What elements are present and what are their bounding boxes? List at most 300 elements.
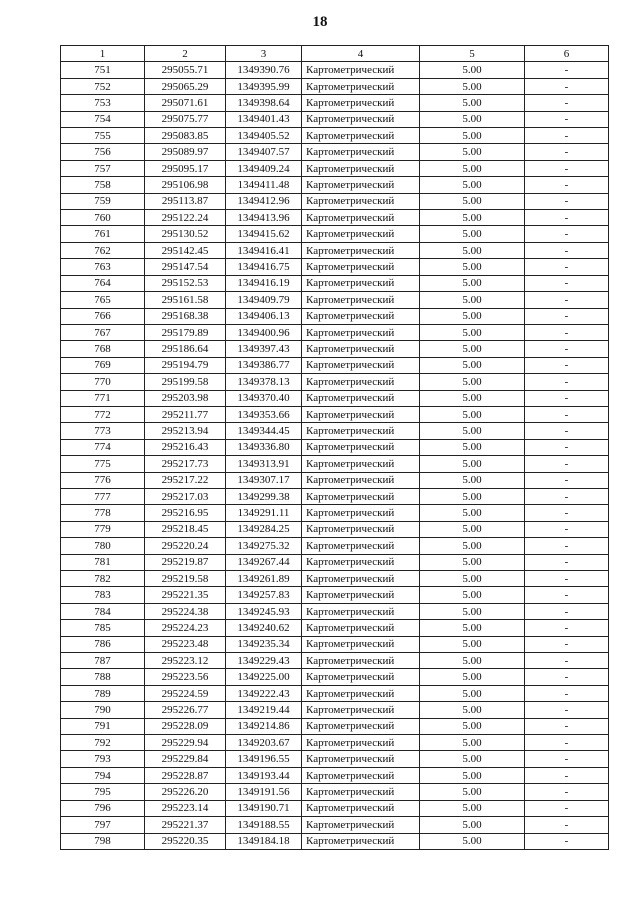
table-row (61, 374, 609, 390)
y-coordinate-cell: 1349407.57 (226, 144, 302, 160)
table-row (61, 817, 609, 833)
y-coordinate-cell: 1349188.55 (226, 817, 302, 833)
note-cell: - (525, 226, 609, 242)
note-cell: - (525, 505, 609, 521)
point-number-cell: 780 (61, 538, 145, 554)
point-number-cell: 786 (61, 636, 145, 652)
method-cell: Картометрический (302, 78, 420, 94)
x-coordinate-cell: 295219.58 (145, 571, 226, 587)
table-row (61, 324, 609, 340)
x-coordinate-cell: 295217.03 (145, 488, 226, 504)
x-coordinate-cell: 295224.23 (145, 620, 226, 636)
note-cell: - (525, 308, 609, 324)
method-cell: Картометрический (302, 341, 420, 357)
accuracy-cell: 5.00 (420, 242, 525, 258)
method-cell: Картометрический (302, 439, 420, 455)
point-number-cell: 782 (61, 571, 145, 587)
point-number-cell: 785 (61, 620, 145, 636)
table-row (61, 718, 609, 734)
method-cell: Картометрический (302, 177, 420, 193)
accuracy-cell: 5.00 (420, 210, 525, 226)
point-number-cell: 756 (61, 144, 145, 160)
accuracy-cell: 5.00 (420, 275, 525, 291)
accuracy-cell: 5.00 (420, 144, 525, 160)
note-cell: - (525, 554, 609, 570)
note-cell: - (525, 702, 609, 718)
accuracy-cell: 5.00 (420, 488, 525, 504)
method-cell: Картометрический (302, 488, 420, 504)
note-cell: - (525, 242, 609, 258)
point-number-cell: 755 (61, 128, 145, 144)
x-coordinate-cell: 295194.79 (145, 357, 226, 373)
note-cell: - (525, 259, 609, 275)
method-cell: Картометрический (302, 767, 420, 783)
note-cell: - (525, 620, 609, 636)
table-row (61, 505, 609, 521)
header-cell: 4 (302, 46, 420, 62)
accuracy-cell: 5.00 (420, 603, 525, 619)
table-row (61, 538, 609, 554)
x-coordinate-cell: 295219.87 (145, 554, 226, 570)
point-number-cell: 759 (61, 193, 145, 209)
point-number-cell: 791 (61, 718, 145, 734)
table-row (61, 784, 609, 800)
x-coordinate-cell: 295223.14 (145, 800, 226, 816)
method-cell: Картометрический (302, 587, 420, 603)
note-cell: - (525, 275, 609, 291)
point-number-cell: 772 (61, 406, 145, 422)
point-number-cell: 762 (61, 242, 145, 258)
y-coordinate-cell: 1349406.13 (226, 308, 302, 324)
note-cell: - (525, 833, 609, 849)
note-cell: - (525, 472, 609, 488)
x-coordinate-cell: 295106.98 (145, 177, 226, 193)
y-coordinate-cell: 1349390.76 (226, 62, 302, 78)
table-body (61, 62, 609, 850)
accuracy-cell: 5.00 (420, 636, 525, 652)
x-coordinate-cell: 295218.45 (145, 521, 226, 537)
point-number-cell: 765 (61, 292, 145, 308)
x-coordinate-cell: 295083.85 (145, 128, 226, 144)
accuracy-cell: 5.00 (420, 472, 525, 488)
accuracy-cell: 5.00 (420, 751, 525, 767)
note-cell: - (525, 488, 609, 504)
method-cell: Картометрический (302, 702, 420, 718)
x-coordinate-cell: 295229.84 (145, 751, 226, 767)
table-row (61, 620, 609, 636)
point-number-cell: 769 (61, 357, 145, 373)
note-cell: - (525, 653, 609, 669)
method-cell: Картометрический (302, 718, 420, 734)
x-coordinate-cell: 295221.35 (145, 587, 226, 603)
accuracy-cell: 5.00 (420, 718, 525, 734)
y-coordinate-cell: 1349395.99 (226, 78, 302, 94)
note-cell: - (525, 95, 609, 111)
point-number-cell: 767 (61, 324, 145, 340)
note-cell: - (525, 111, 609, 127)
accuracy-cell: 5.00 (420, 620, 525, 636)
accuracy-cell: 5.00 (420, 554, 525, 570)
x-coordinate-cell: 295228.87 (145, 767, 226, 783)
note-cell: - (525, 456, 609, 472)
point-number-cell: 777 (61, 488, 145, 504)
note-cell: - (525, 62, 609, 78)
table-row (61, 275, 609, 291)
y-coordinate-cell: 1349313.91 (226, 456, 302, 472)
x-coordinate-cell: 295211.77 (145, 406, 226, 422)
table-row (61, 800, 609, 816)
accuracy-cell: 5.00 (420, 439, 525, 455)
note-cell: - (525, 374, 609, 390)
table-row (61, 751, 609, 767)
table-row (61, 767, 609, 783)
point-number-cell: 754 (61, 111, 145, 127)
method-cell: Картометрический (302, 423, 420, 439)
y-coordinate-cell: 1349291.11 (226, 505, 302, 521)
point-number-cell: 790 (61, 702, 145, 718)
note-cell: - (525, 571, 609, 587)
point-number-cell: 783 (61, 587, 145, 603)
method-cell: Картометрический (302, 357, 420, 373)
point-number-cell: 775 (61, 456, 145, 472)
accuracy-cell: 5.00 (420, 292, 525, 308)
method-cell: Картометрический (302, 817, 420, 833)
method-cell: Картометрический (302, 144, 420, 160)
point-number-cell: 798 (61, 833, 145, 849)
method-cell: Картометрический (302, 160, 420, 176)
x-coordinate-cell: 295089.97 (145, 144, 226, 160)
method-cell: Картометрический (302, 308, 420, 324)
table-row (61, 193, 609, 209)
table-row (61, 78, 609, 94)
method-cell: Картометрический (302, 751, 420, 767)
accuracy-cell: 5.00 (420, 817, 525, 833)
method-cell: Картометрический (302, 111, 420, 127)
y-coordinate-cell: 1349229.43 (226, 653, 302, 669)
table-row (61, 702, 609, 718)
x-coordinate-cell: 295223.48 (145, 636, 226, 652)
method-cell: Картометрический (302, 226, 420, 242)
x-coordinate-cell: 295216.43 (145, 439, 226, 455)
note-cell: - (525, 292, 609, 308)
accuracy-cell: 5.00 (420, 767, 525, 783)
coordinates-table (60, 45, 609, 850)
x-coordinate-cell: 295217.22 (145, 472, 226, 488)
x-coordinate-cell: 295095.17 (145, 160, 226, 176)
header-cell: 5 (420, 46, 525, 62)
y-coordinate-cell: 1349400.96 (226, 324, 302, 340)
table-row (61, 128, 609, 144)
note-cell: - (525, 521, 609, 537)
method-cell: Картометрический (302, 275, 420, 291)
note-cell: - (525, 78, 609, 94)
y-coordinate-cell: 1349416.75 (226, 259, 302, 275)
y-coordinate-cell: 1349196.55 (226, 751, 302, 767)
x-coordinate-cell: 295229.94 (145, 735, 226, 751)
accuracy-cell: 5.00 (420, 374, 525, 390)
x-coordinate-cell: 295179.89 (145, 324, 226, 340)
accuracy-cell: 5.00 (420, 226, 525, 242)
point-number-cell: 789 (61, 685, 145, 701)
accuracy-cell: 5.00 (420, 259, 525, 275)
method-cell: Картометрический (302, 472, 420, 488)
y-coordinate-cell: 1349240.62 (226, 620, 302, 636)
method-cell: Картометрический (302, 735, 420, 751)
accuracy-cell: 5.00 (420, 308, 525, 324)
table-row (61, 160, 609, 176)
point-number-cell: 768 (61, 341, 145, 357)
page-number: 18 (312, 14, 328, 30)
note-cell: - (525, 817, 609, 833)
x-coordinate-cell: 295221.37 (145, 817, 226, 833)
x-coordinate-cell: 295168.38 (145, 308, 226, 324)
accuracy-cell: 5.00 (420, 193, 525, 209)
y-coordinate-cell: 1349284.25 (226, 521, 302, 537)
point-number-cell: 797 (61, 817, 145, 833)
point-number-cell: 753 (61, 95, 145, 111)
method-cell: Картометрический (302, 653, 420, 669)
y-coordinate-cell: 1349214.86 (226, 718, 302, 734)
x-coordinate-cell: 295213.94 (145, 423, 226, 439)
y-coordinate-cell: 1349416.41 (226, 242, 302, 258)
x-coordinate-cell: 295071.61 (145, 95, 226, 111)
method-cell: Картометрический (302, 833, 420, 849)
point-number-cell: 787 (61, 653, 145, 669)
method-cell: Картометрический (302, 620, 420, 636)
y-coordinate-cell: 1349344.45 (226, 423, 302, 439)
point-number-cell: 757 (61, 160, 145, 176)
x-coordinate-cell: 295075.77 (145, 111, 226, 127)
point-number-cell: 781 (61, 554, 145, 570)
y-coordinate-cell: 1349411.48 (226, 177, 302, 193)
y-coordinate-cell: 1349409.24 (226, 160, 302, 176)
method-cell: Картометрический (302, 193, 420, 209)
method-cell: Картометрический (302, 571, 420, 587)
point-number-cell: 778 (61, 505, 145, 521)
y-coordinate-cell: 1349405.52 (226, 128, 302, 144)
x-coordinate-cell: 295223.12 (145, 653, 226, 669)
note-cell: - (525, 784, 609, 800)
y-coordinate-cell: 1349225.00 (226, 669, 302, 685)
accuracy-cell: 5.00 (420, 685, 525, 701)
x-coordinate-cell: 295216.95 (145, 505, 226, 521)
header-cell: 1 (61, 46, 145, 62)
accuracy-cell: 5.00 (420, 357, 525, 373)
y-coordinate-cell: 1349413.96 (226, 210, 302, 226)
y-coordinate-cell: 1349416.19 (226, 275, 302, 291)
table-row (61, 833, 609, 849)
note-cell: - (525, 193, 609, 209)
note-cell: - (525, 144, 609, 160)
y-coordinate-cell: 1349415.62 (226, 226, 302, 242)
note-cell: - (525, 751, 609, 767)
table-row (61, 669, 609, 685)
point-number-cell: 760 (61, 210, 145, 226)
table-row (61, 226, 609, 242)
x-coordinate-cell: 295224.59 (145, 685, 226, 701)
table-row (61, 144, 609, 160)
accuracy-cell: 5.00 (420, 784, 525, 800)
note-cell: - (525, 357, 609, 373)
point-number-cell: 764 (61, 275, 145, 291)
table-row (61, 341, 609, 357)
point-number-cell: 774 (61, 439, 145, 455)
point-number-cell: 776 (61, 472, 145, 488)
note-cell: - (525, 406, 609, 422)
x-coordinate-cell: 295055.71 (145, 62, 226, 78)
method-cell: Картометрический (302, 554, 420, 570)
note-cell: - (525, 390, 609, 406)
x-coordinate-cell: 295065.29 (145, 78, 226, 94)
table-row (61, 406, 609, 422)
note-cell: - (525, 718, 609, 734)
y-coordinate-cell: 1349353.66 (226, 406, 302, 422)
note-cell: - (525, 669, 609, 685)
method-cell: Картометрический (302, 800, 420, 816)
table-row (61, 472, 609, 488)
accuracy-cell: 5.00 (420, 177, 525, 193)
note-cell: - (525, 685, 609, 701)
table-row (61, 62, 609, 78)
note-cell: - (525, 324, 609, 340)
note-cell: - (525, 767, 609, 783)
x-coordinate-cell: 295220.24 (145, 538, 226, 554)
y-coordinate-cell: 1349386.77 (226, 357, 302, 373)
table-row (61, 308, 609, 324)
note-cell: - (525, 538, 609, 554)
method-cell: Картометрический (302, 784, 420, 800)
table-row (61, 735, 609, 751)
accuracy-cell: 5.00 (420, 702, 525, 718)
table-row (61, 292, 609, 308)
note-cell: - (525, 636, 609, 652)
point-number-cell: 751 (61, 62, 145, 78)
accuracy-cell: 5.00 (420, 390, 525, 406)
table-row (61, 554, 609, 570)
method-cell: Картометрический (302, 62, 420, 78)
method-cell: Картометрический (302, 128, 420, 144)
point-number-cell: 766 (61, 308, 145, 324)
accuracy-cell: 5.00 (420, 456, 525, 472)
table-row (61, 95, 609, 111)
table-row (61, 571, 609, 587)
y-coordinate-cell: 1349275.32 (226, 538, 302, 554)
method-cell: Картометрический (302, 324, 420, 340)
accuracy-cell: 5.00 (420, 95, 525, 111)
y-coordinate-cell: 1349245.93 (226, 603, 302, 619)
accuracy-cell: 5.00 (420, 324, 525, 340)
point-number-cell: 779 (61, 521, 145, 537)
accuracy-cell: 5.00 (420, 423, 525, 439)
y-coordinate-cell: 1349401.43 (226, 111, 302, 127)
note-cell: - (525, 587, 609, 603)
y-coordinate-cell: 1349219.44 (226, 702, 302, 718)
x-coordinate-cell: 295147.54 (145, 259, 226, 275)
y-coordinate-cell: 1349397.43 (226, 341, 302, 357)
x-coordinate-cell: 295161.58 (145, 292, 226, 308)
y-coordinate-cell: 1349222.43 (226, 685, 302, 701)
x-coordinate-cell: 295217.73 (145, 456, 226, 472)
point-number-cell: 796 (61, 800, 145, 816)
accuracy-cell: 5.00 (420, 128, 525, 144)
x-coordinate-cell: 295203.98 (145, 390, 226, 406)
method-cell: Картометрический (302, 292, 420, 308)
accuracy-cell: 5.00 (420, 111, 525, 127)
method-cell: Картометрический (302, 374, 420, 390)
point-number-cell: 761 (61, 226, 145, 242)
table-row (61, 521, 609, 537)
x-coordinate-cell: 295186.64 (145, 341, 226, 357)
x-coordinate-cell: 295130.52 (145, 226, 226, 242)
accuracy-cell: 5.00 (420, 78, 525, 94)
point-number-cell: 770 (61, 374, 145, 390)
header-cell: 2 (145, 46, 226, 62)
accuracy-cell: 5.00 (420, 669, 525, 685)
method-cell: Картометрический (302, 95, 420, 111)
accuracy-cell: 5.00 (420, 160, 525, 176)
method-cell: Картометрический (302, 669, 420, 685)
accuracy-cell: 5.00 (420, 538, 525, 554)
table-row (61, 357, 609, 373)
table-row (61, 423, 609, 439)
point-number-cell: 763 (61, 259, 145, 275)
y-coordinate-cell: 1349378.13 (226, 374, 302, 390)
method-cell: Картометрический (302, 505, 420, 521)
note-cell: - (525, 160, 609, 176)
accuracy-cell: 5.00 (420, 62, 525, 78)
table-row (61, 456, 609, 472)
y-coordinate-cell: 1349412.96 (226, 193, 302, 209)
point-number-cell: 784 (61, 603, 145, 619)
method-cell: Картометрический (302, 456, 420, 472)
note-cell: - (525, 603, 609, 619)
point-number-cell: 773 (61, 423, 145, 439)
y-coordinate-cell: 1349299.38 (226, 488, 302, 504)
x-coordinate-cell: 295226.20 (145, 784, 226, 800)
method-cell: Картометрический (302, 210, 420, 226)
accuracy-cell: 5.00 (420, 833, 525, 849)
accuracy-cell: 5.00 (420, 505, 525, 521)
y-coordinate-cell: 1349261.89 (226, 571, 302, 587)
table-row (61, 177, 609, 193)
y-coordinate-cell: 1349409.79 (226, 292, 302, 308)
x-coordinate-cell: 295122.24 (145, 210, 226, 226)
y-coordinate-cell: 1349190.71 (226, 800, 302, 816)
point-number-cell: 794 (61, 767, 145, 783)
note-cell: - (525, 341, 609, 357)
x-coordinate-cell: 295226.77 (145, 702, 226, 718)
method-cell: Картометрический (302, 685, 420, 701)
table-row (61, 439, 609, 455)
y-coordinate-cell: 1349235.34 (226, 636, 302, 652)
accuracy-cell: 5.00 (420, 735, 525, 751)
method-cell: Картометрический (302, 636, 420, 652)
y-coordinate-cell: 1349336.80 (226, 439, 302, 455)
method-cell: Картометрический (302, 242, 420, 258)
note-cell: - (525, 423, 609, 439)
accuracy-cell: 5.00 (420, 653, 525, 669)
table-row (61, 242, 609, 258)
method-cell: Картометрический (302, 603, 420, 619)
y-coordinate-cell: 1349184.18 (226, 833, 302, 849)
accuracy-cell: 5.00 (420, 406, 525, 422)
table-row (61, 210, 609, 226)
y-coordinate-cell: 1349203.67 (226, 735, 302, 751)
y-coordinate-cell: 1349370.40 (226, 390, 302, 406)
y-coordinate-cell: 1349398.64 (226, 95, 302, 111)
header-row (61, 46, 609, 62)
note-cell: - (525, 210, 609, 226)
